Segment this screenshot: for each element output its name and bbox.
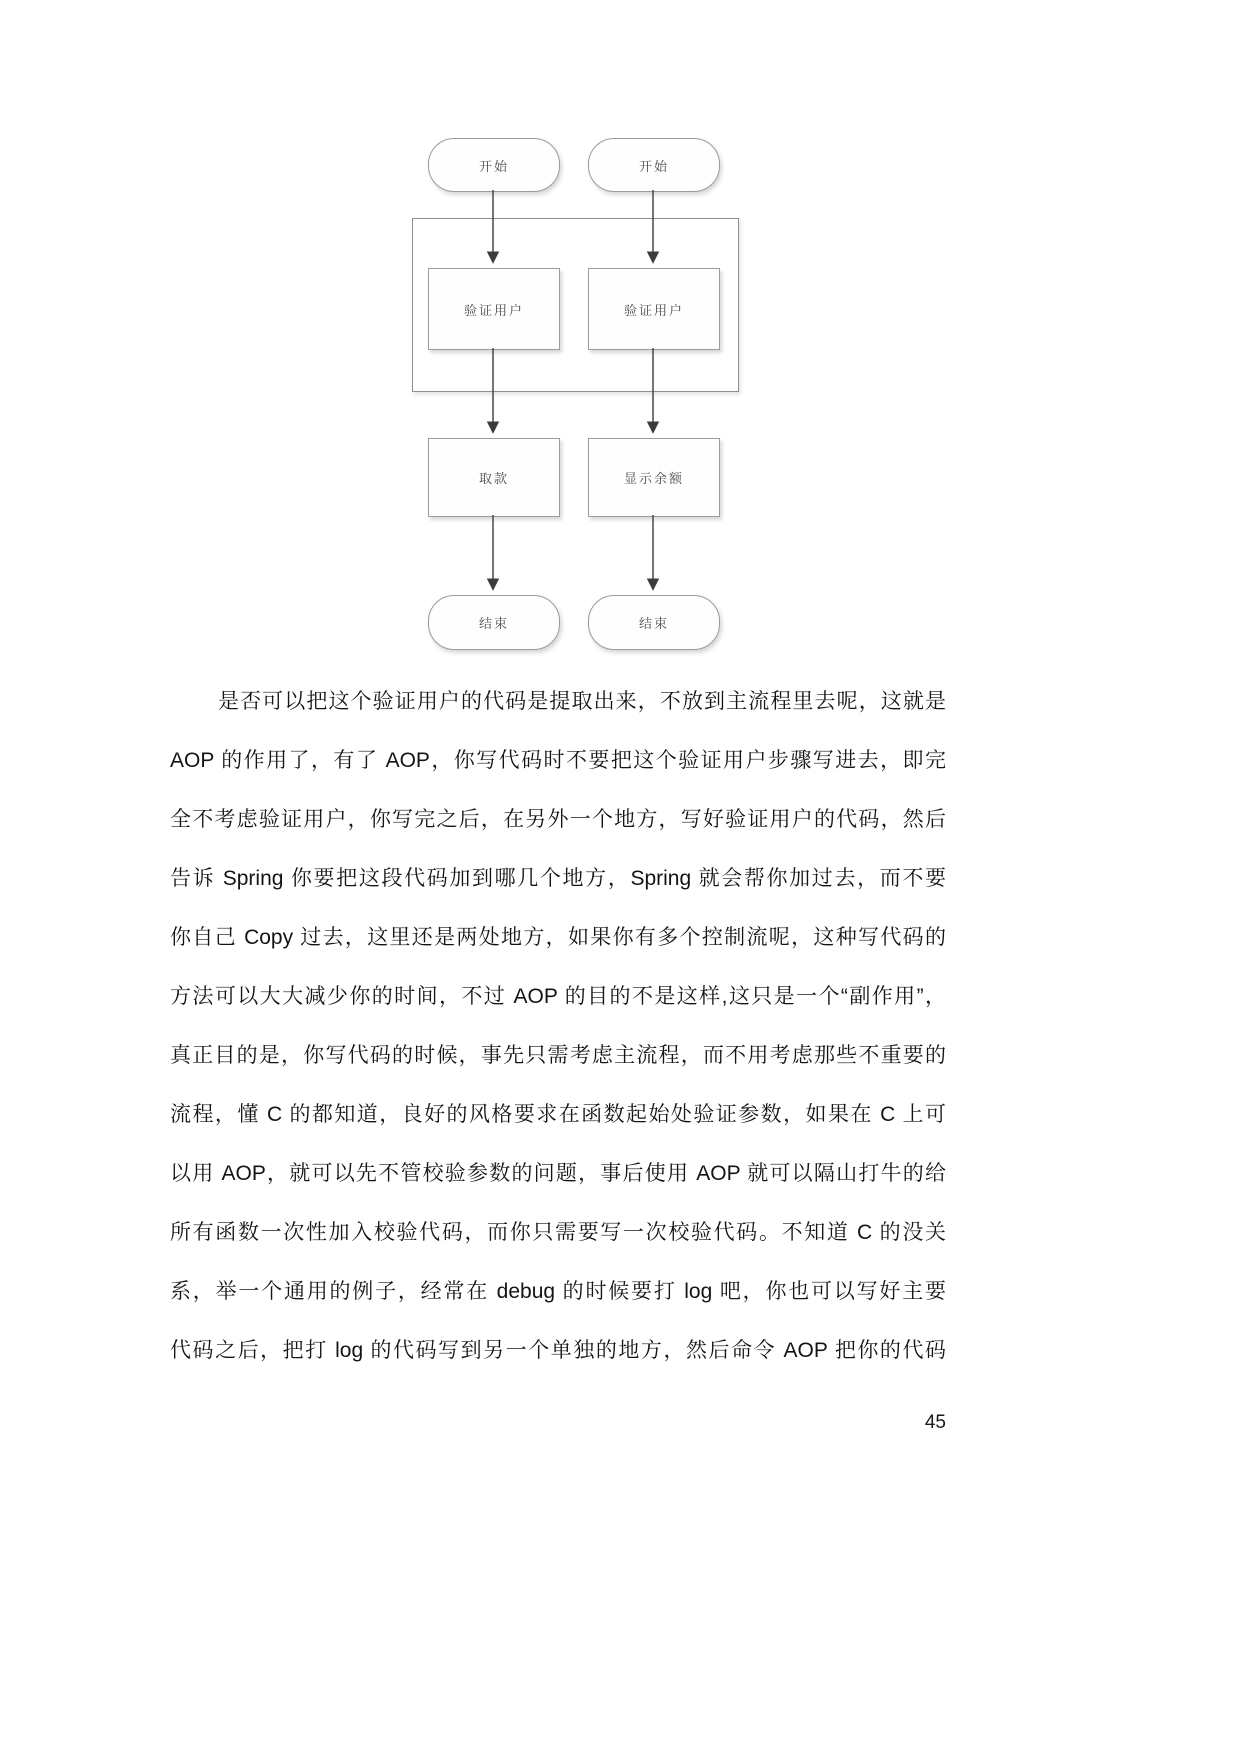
flow-withdraw: 取款 (428, 438, 560, 517)
paragraph-line: 系，举一个通用的例子，经常在 debug 的时候要打 log 吧，你也可以写好主要 (170, 1280, 946, 1303)
flow-start-right: 开始 (588, 138, 720, 192)
paragraph-line: 所有函数一次性加入校验代码，而你只需要写一次校验代码。不知道 C 的没关 (170, 1221, 946, 1244)
page-number: 45 (924, 1412, 946, 1433)
paragraph-line: 你自己 Copy 过去，这里还是两处地方，如果你有多个控制流呢，这种写代码的 (170, 926, 946, 949)
paragraph-line: 代码之后，把打 log 的代码写到另一个单独的地方，然后命令 AOP 把你的代码 (170, 1339, 946, 1362)
flow-show-balance: 显示余额 (588, 438, 720, 517)
paragraph-line: 以用 AOP，就可以先不管校验参数的问题，事后使用 AOP 就可以隔山打牛的给 (170, 1162, 946, 1185)
paragraph (170, 672, 946, 1380)
paragraph-line: 全不考虑验证用户，你写完之后，在另外一个地方，写好验证用户的代码，然后 (170, 808, 946, 831)
flow-verify-user-left: 验证用户 (428, 268, 560, 350)
paragraph-line: 真正目的是，你写代码的时候，事先只需考虑主流程，而不用考虑那些不重要的 (170, 1044, 946, 1067)
paragraph-line: 流程，懂 C 的都知道，良好的风格要求在函数起始处验证参数，如果在 C 上可 (170, 1103, 946, 1126)
flow-start-left: 开始 (428, 138, 560, 192)
paragraph-line: AOP 的作用了，有了 AOP，你写代码时不要把这个验证用户步骤写进去，即完 (170, 749, 946, 772)
flow-end-right: 结束 (588, 595, 720, 650)
paragraph-line: 方法可以大大减少你的时间，不过 AOP 的目的不是这样,这只是一个“副作用”， (170, 985, 946, 1008)
flow-verify-user-right: 验证用户 (588, 268, 720, 350)
flow-end-left: 结束 (428, 595, 560, 650)
paragraph-line: 告诉 Spring 你要把这段代码加到哪几个地方，Spring 就会帮你加过去，而不要 (170, 867, 946, 890)
paragraph-line: 是否可以把这个验证用户的代码是提取出来，不放到主流程里去呢，这就是 (218, 690, 946, 713)
